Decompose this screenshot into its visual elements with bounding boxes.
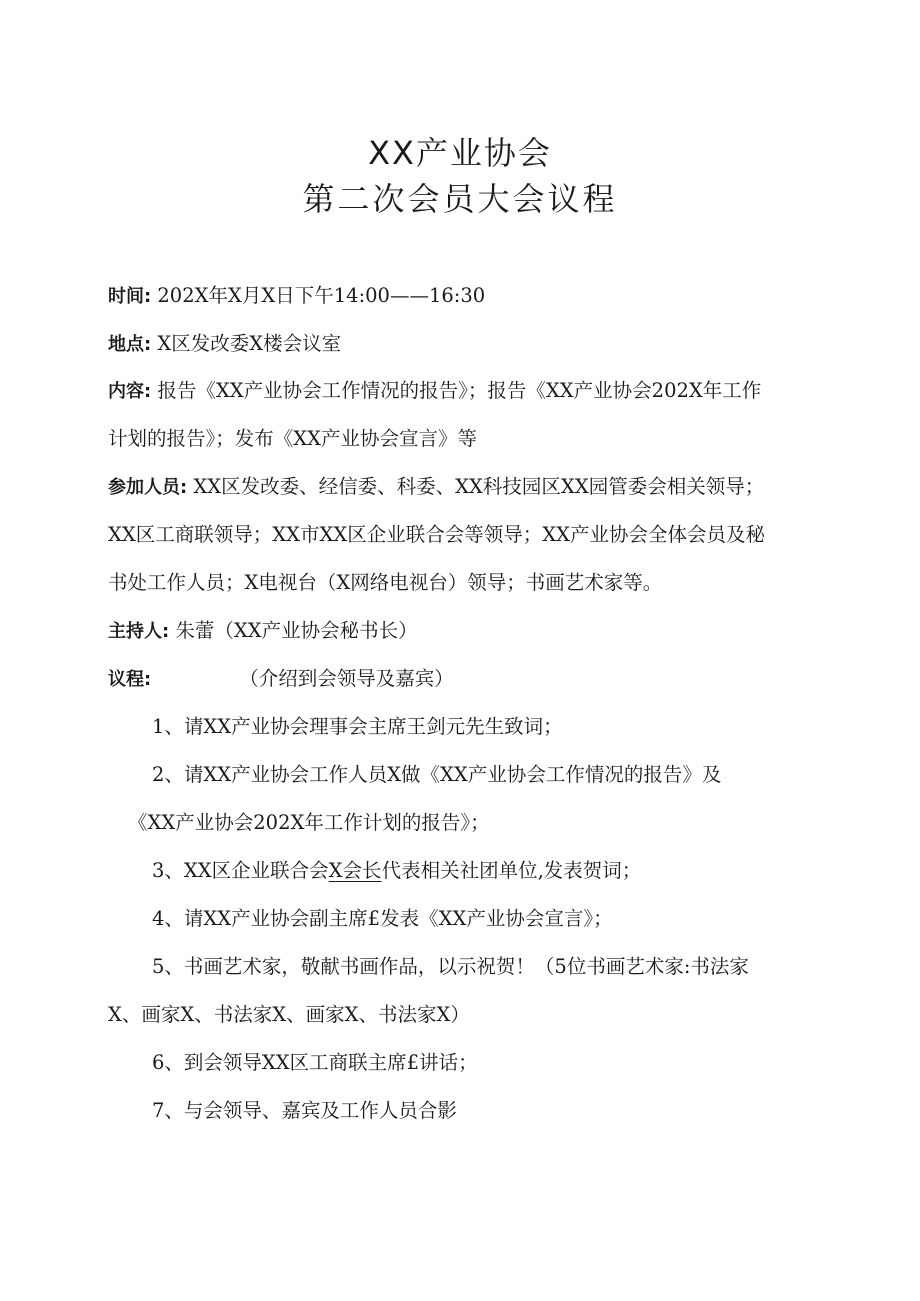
agenda-item-7: 7、与会领导、嘉宾及工作人员合影 — [152, 1099, 457, 1122]
agenda-item-4: 4、请XX产业协会副主席£发表《XX产业协会宣言》； — [152, 907, 613, 930]
content-text-line1: 报告《XX产业协会工作情况的报告》；报告《XX产业协会202X年工作 — [151, 379, 762, 402]
agenda-item-2-line1: 2、请XX产业协会工作人员X做《XX产业协会工作情况的报告》及 — [152, 763, 722, 786]
agenda-item-3-pre: 3、XX区企业联合会 — [152, 859, 329, 882]
agenda-item-3-underlined: X会长 — [328, 859, 382, 882]
content-text-line2: 计划的报告》；发布《XX产业协会宣言》等 — [108, 427, 478, 450]
agenda-item-3 — [152, 855, 641, 883]
place-label: 地点: — [108, 334, 152, 355]
participants-label: 参加人员: — [108, 477, 188, 498]
time-value: 202X年X月X日下午14:00——16:30 — [151, 284, 486, 307]
document-title-meeting: 第二次会员大会议程 — [302, 180, 618, 218]
agenda-item-5-line1: 5、书画艺术家，敬献书画作品，以示祝贺！（5位书画艺术家:书法家 — [152, 955, 749, 978]
place-row — [108, 328, 341, 356]
agenda-label: 议程: — [108, 669, 152, 690]
time-row — [108, 280, 485, 308]
host-value: 朱蕾（XX产业协会秘书长） — [169, 619, 418, 642]
agenda-item-5-line2: X、画家X、书法家X、画家X、书法家X） — [108, 1003, 470, 1026]
agenda-item-3-post: 代表相关社团单位,发表贺词； — [381, 859, 642, 882]
agenda-row — [108, 663, 454, 691]
agenda-item-2-line2: 《XX产业协会202X年工作计划的报告》； — [128, 811, 490, 834]
document-title-org: XX产业协会 — [368, 134, 552, 172]
time-label: 时间: — [108, 286, 152, 307]
participants-text-line3: 书处工作人员；X电视台（X网络电视台）领导；书画艺术家等。 — [108, 571, 663, 594]
agenda-intro: （介绍到会领导及嘉宾） — [239, 667, 454, 690]
participants-text-line1: XX区发改委、经信委、科委、XX科技园区XX园管委会相关领导； — [187, 475, 765, 498]
agenda-item-6: 6、到会领导XX区工商联主席£讲话； — [152, 1051, 478, 1074]
host-row — [108, 615, 418, 643]
agenda-item-1: 1、请XX产业协会理事会主席王剑元先生致词； — [152, 715, 563, 738]
host-label: 主持人: — [108, 621, 170, 642]
content-label: 内容: — [108, 381, 152, 402]
place-value: X区发改委X楼会议室 — [151, 332, 342, 355]
content-row — [108, 375, 761, 403]
participants-text-line2: XX区工商联领导；XX市XX区企业联合会等领导；XX产业协会全体会员及秘 — [108, 523, 766, 546]
participants-row — [108, 471, 764, 499]
